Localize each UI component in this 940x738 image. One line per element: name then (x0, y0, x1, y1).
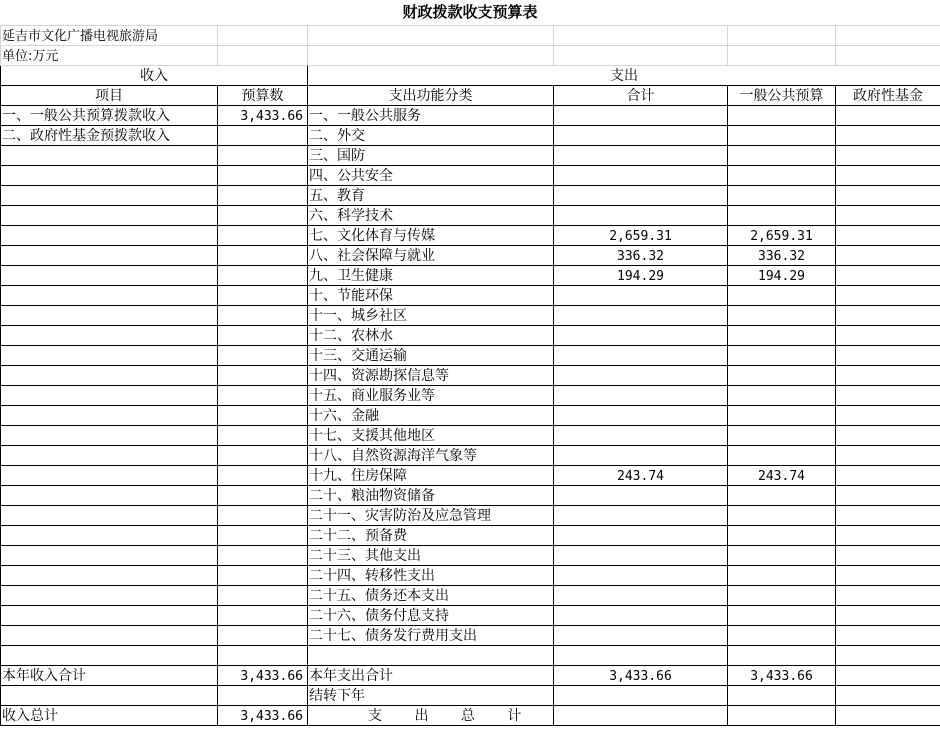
income-item-cell[interactable] (1, 366, 218, 386)
empty-cell[interactable] (728, 706, 836, 726)
expense-fund-cell[interactable] (836, 446, 940, 466)
expense-fund-cell[interactable] (836, 486, 940, 506)
expense-general-cell[interactable] (728, 426, 836, 446)
expense-total-cell[interactable] (554, 346, 728, 366)
expense-total-cell[interactable] (554, 646, 728, 666)
expense-category-cell[interactable]: 七、文化体育与传媒 (308, 226, 554, 246)
expense-total-cell[interactable] (554, 546, 728, 566)
expense-general-cell[interactable]: 243.74 (728, 466, 836, 486)
table-row (1, 246, 940, 266)
expense-fund-cell[interactable] (836, 146, 940, 166)
income-amount-cell[interactable] (218, 166, 308, 186)
item-header[interactable]: 项目 (1, 86, 218, 106)
table-row (1, 626, 940, 646)
expense-category-cell[interactable]: 十、节能环保 (308, 286, 554, 306)
income-item-cell[interactable] (1, 226, 218, 246)
table-row (1, 366, 940, 386)
expense-category-cell[interactable]: 一、一般公共服务 (308, 106, 554, 126)
expense-general-cell[interactable] (728, 646, 836, 666)
expense-fund-cell[interactable] (836, 226, 940, 246)
expense-year-fund-amount[interactable] (836, 666, 940, 686)
income-item-cell[interactable] (1, 186, 218, 206)
income-amount-cell[interactable] (218, 566, 308, 586)
expense-fund-cell[interactable] (836, 566, 940, 586)
expense-total-cell[interactable] (554, 506, 728, 526)
income-item-cell[interactable] (1, 306, 218, 326)
gov-fund-header[interactable]: 政府性基金 (836, 86, 940, 106)
expense-general-cell[interactable] (728, 166, 836, 186)
expense-general-cell[interactable] (728, 626, 836, 646)
expense-total-cell[interactable] (554, 626, 728, 646)
expense-total-cell[interactable] (554, 126, 728, 146)
expense-general-cell[interactable] (728, 386, 836, 406)
table-row (1, 266, 940, 286)
expense-category-cell[interactable]: 十三、交通运输 (308, 346, 554, 366)
expense-fund-cell[interactable] (836, 586, 940, 606)
expense-total-cell[interactable] (554, 386, 728, 406)
expense-total-cell[interactable] (554, 206, 728, 226)
expense-fund-cell[interactable] (836, 506, 940, 526)
sheet-title: 财政拨款收支预算表 (402, 3, 538, 21)
income-amount-cell[interactable] (218, 486, 308, 506)
income-grand-total-label[interactable]: 收入总计 (1, 706, 218, 726)
expense-category-cell[interactable]: 二十四、转移性支出 (308, 566, 554, 586)
expense-fund-cell[interactable] (836, 186, 940, 206)
income-item-cell[interactable] (1, 406, 218, 426)
income-amount-cell[interactable]: 3,433.66 (218, 106, 308, 126)
org-name[interactable]: 延吉市文化广播电视旅游局 (1, 26, 218, 46)
income-year-total-amount[interactable]: 3,433.66 (218, 666, 308, 686)
expense-fund-cell[interactable] (836, 106, 940, 126)
empty-cell[interactable] (554, 686, 728, 706)
table-row (1, 546, 940, 566)
expense-total-cell[interactable] (554, 366, 728, 386)
expense-general-cell[interactable]: 2,659.31 (728, 226, 836, 246)
expense-category-cell[interactable]: 二十五、债务还本支出 (308, 586, 554, 606)
expense-total-cell[interactable]: 194.29 (554, 266, 728, 286)
income-amount-cell[interactable] (218, 286, 308, 306)
table-row (1, 666, 940, 686)
table-row (1, 106, 940, 126)
expense-fund-cell[interactable] (836, 606, 940, 626)
expense-general-cell[interactable] (728, 306, 836, 326)
income-item-cell[interactable] (1, 426, 218, 446)
expense-category-cell[interactable] (308, 646, 554, 666)
expense-category-cell[interactable]: 二十三、其他支出 (308, 546, 554, 566)
table-row (1, 686, 940, 706)
income-amount-cell[interactable] (218, 426, 308, 446)
expense-total-cell[interactable] (554, 566, 728, 586)
income-amount-cell[interactable] (218, 646, 308, 666)
expense-fund-cell[interactable] (836, 306, 940, 326)
expense-total-cell[interactable] (554, 486, 728, 506)
expense-category-cell[interactable]: 三、国防 (308, 146, 554, 166)
table-row (1, 346, 940, 366)
expense-category-cell[interactable]: 十八、自然资源海洋气象等 (308, 446, 554, 466)
table-row (1, 386, 940, 406)
income-amount-cell[interactable] (218, 346, 308, 366)
income-item-cell[interactable] (1, 586, 218, 606)
expense-total-cell[interactable] (554, 286, 728, 306)
expense-fund-cell[interactable] (836, 646, 940, 666)
expense-general-cell[interactable]: 336.32 (728, 246, 836, 266)
income-item-cell[interactable]: 一、一般公共预算拨款收入 (1, 106, 218, 126)
income-amount-cell[interactable] (218, 506, 308, 526)
expense-total-cell[interactable] (554, 446, 728, 466)
income-amount-cell[interactable] (218, 626, 308, 646)
expense-category-cell[interactable]: 九、卫生健康 (308, 266, 554, 286)
expense-total-cell[interactable]: 2,659.31 (554, 226, 728, 246)
expense-category-cell[interactable]: 五、教育 (308, 186, 554, 206)
table-row (1, 706, 940, 726)
table-row (1, 526, 940, 546)
table-row (1, 586, 940, 606)
expense-category-cell[interactable]: 六、科学技术 (308, 206, 554, 226)
expense-year-general-amount[interactable]: 3,433.66 (728, 666, 836, 686)
expense-total-cell[interactable] (554, 166, 728, 186)
expense-fund-cell[interactable] (836, 166, 940, 186)
income-header[interactable]: 收入 (1, 66, 308, 86)
income-amount-cell[interactable] (218, 186, 308, 206)
expense-general-cell[interactable] (728, 406, 836, 426)
expense-category-cell[interactable]: 十六、金融 (308, 406, 554, 426)
table-row (1, 146, 940, 166)
expense-general-cell[interactable] (728, 446, 836, 466)
income-amount-cell[interactable] (218, 246, 308, 266)
expense-total-cell[interactable]: 243.74 (554, 466, 728, 486)
expense-grand-total-label[interactable]: 支 出 总 计 (308, 706, 554, 726)
expense-total-cell[interactable] (554, 526, 728, 546)
table-row (1, 466, 940, 486)
expense-fund-cell[interactable] (836, 406, 940, 426)
expense-category-cell[interactable]: 二十六、债务付息支持 (308, 606, 554, 626)
empty-cell[interactable] (728, 686, 836, 706)
expense-category-cell[interactable]: 二十二、预备费 (308, 526, 554, 546)
income-amount-cell[interactable] (218, 606, 308, 626)
expense-general-cell[interactable] (728, 206, 836, 226)
income-amount-cell[interactable] (218, 206, 308, 226)
expense-general-cell[interactable] (728, 126, 836, 146)
income-item-cell[interactable] (1, 506, 218, 526)
income-item-cell[interactable] (1, 386, 218, 406)
expense-total-cell[interactable]: 336.32 (554, 246, 728, 266)
table-row (1, 306, 940, 326)
table-row (1, 566, 940, 586)
budget-table (0, 25, 940, 726)
empty-cell[interactable] (1, 686, 218, 706)
expense-total-cell[interactable] (554, 606, 728, 626)
income-amount-cell[interactable] (218, 366, 308, 386)
table-row (1, 506, 940, 526)
income-amount-cell[interactable] (218, 466, 308, 486)
expense-total-cell[interactable] (554, 426, 728, 446)
income-year-total-label[interactable]: 本年收入合计 (1, 666, 218, 686)
total-header[interactable]: 合计 (554, 86, 728, 106)
expense-general-cell[interactable] (728, 346, 836, 366)
table-row (1, 226, 940, 246)
income-amount-cell[interactable] (218, 226, 308, 246)
expense-fund-cell[interactable] (836, 426, 940, 446)
income-item-cell[interactable] (1, 206, 218, 226)
income-amount-cell[interactable] (218, 326, 308, 346)
expense-general-cell[interactable] (728, 606, 836, 626)
income-item-cell[interactable] (1, 486, 218, 506)
expense-general-cell[interactable] (728, 566, 836, 586)
expense-general-cell[interactable] (728, 546, 836, 566)
empty-cell[interactable] (836, 686, 940, 706)
table-row (1, 606, 940, 626)
carry-over-label[interactable]: 结转下年 (308, 686, 554, 706)
expense-general-cell[interactable] (728, 586, 836, 606)
func-class-header[interactable]: 支出功能分类 (308, 86, 554, 106)
expense-total-cell[interactable] (554, 306, 728, 326)
expense-general-cell[interactable] (728, 286, 836, 306)
expense-category-cell[interactable]: 十五、商业服务业等 (308, 386, 554, 406)
expense-general-cell[interactable] (728, 526, 836, 546)
expense-category-cell[interactable]: 二十七、债务发行费用支出 (308, 626, 554, 646)
table-row (1, 126, 940, 146)
table-row (1, 206, 940, 226)
income-item-cell[interactable] (1, 346, 218, 366)
income-item-cell[interactable] (1, 266, 218, 286)
income-item-cell[interactable] (1, 146, 218, 166)
expense-total-cell[interactable] (554, 106, 728, 126)
expense-total-cell[interactable] (554, 186, 728, 206)
income-grand-total-amount[interactable]: 3,433.66 (218, 706, 308, 726)
table-row (1, 486, 940, 506)
expense-general-cell[interactable] (728, 326, 836, 346)
table-row (1, 406, 940, 426)
income-amount-cell[interactable] (218, 386, 308, 406)
general-budget-header[interactable]: 一般公共预算 (728, 86, 836, 106)
income-item-cell[interactable] (1, 326, 218, 346)
expense-general-cell[interactable] (728, 506, 836, 526)
income-amount-cell[interactable] (218, 586, 308, 606)
expense-fund-cell[interactable] (836, 526, 940, 546)
income-amount-cell[interactable] (218, 446, 308, 466)
income-item-cell[interactable] (1, 606, 218, 626)
expense-fund-cell[interactable] (836, 326, 940, 346)
expense-category-cell[interactable]: 十七、支援其他地区 (308, 426, 554, 446)
expense-fund-cell[interactable] (836, 346, 940, 366)
income-item-cell[interactable]: 二、政府性基金预拨款收入 (1, 126, 218, 146)
empty-cell[interactable] (836, 706, 940, 726)
income-amount-cell[interactable] (218, 406, 308, 426)
expense-header[interactable]: 支出 (308, 66, 940, 86)
empty-cell[interactable] (554, 706, 728, 726)
income-item-cell[interactable] (1, 466, 218, 486)
income-amount-cell[interactable] (218, 126, 308, 146)
income-amount-cell[interactable] (218, 546, 308, 566)
expense-total-cell[interactable] (554, 326, 728, 346)
expense-year-total-label[interactable]: 本年支出合计 (308, 666, 554, 686)
income-item-cell[interactable] (1, 166, 218, 186)
income-amount-cell[interactable] (218, 266, 308, 286)
expense-general-cell[interactable] (728, 486, 836, 506)
expense-category-cell[interactable]: 四、公共安全 (308, 166, 554, 186)
table-row (1, 326, 940, 346)
income-amount-cell[interactable] (218, 526, 308, 546)
expense-total-cell[interactable] (554, 406, 728, 426)
table-row (1, 286, 940, 306)
budget-header[interactable]: 预算数 (218, 86, 308, 106)
expense-fund-cell[interactable] (836, 546, 940, 566)
expense-category-cell[interactable]: 八、社会保障与就业 (308, 246, 554, 266)
expense-general-cell[interactable] (728, 106, 836, 126)
income-amount-cell[interactable] (218, 146, 308, 166)
income-item-cell[interactable] (1, 646, 218, 666)
income-item-cell[interactable] (1, 286, 218, 306)
expense-fund-cell[interactable] (836, 466, 940, 486)
income-item-cell[interactable] (1, 526, 218, 546)
expense-general-cell[interactable] (728, 146, 836, 166)
empty-cell[interactable] (218, 686, 308, 706)
income-item-cell[interactable] (1, 446, 218, 466)
income-item-cell[interactable] (1, 246, 218, 266)
expense-fund-cell[interactable] (836, 386, 940, 406)
expense-fund-cell[interactable] (836, 366, 940, 386)
income-item-cell[interactable] (1, 546, 218, 566)
table-row (1, 186, 940, 206)
expense-fund-cell[interactable] (836, 126, 940, 146)
expense-category-cell[interactable]: 十四、资源勘探信息等 (308, 366, 554, 386)
table-row (1, 426, 940, 446)
expense-fund-cell[interactable] (836, 246, 940, 266)
income-item-cell[interactable] (1, 566, 218, 586)
expense-category-cell[interactable]: 十一、城乡社区 (308, 306, 554, 326)
expense-general-cell[interactable] (728, 366, 836, 386)
expense-fund-cell[interactable] (836, 286, 940, 306)
expense-category-cell[interactable]: 二十、粮油物资储备 (308, 486, 554, 506)
table-row (1, 446, 940, 466)
expense-general-cell[interactable] (728, 186, 836, 206)
table-row (1, 166, 940, 186)
expense-total-cell[interactable] (554, 146, 728, 166)
expense-fund-cell[interactable] (836, 206, 940, 226)
expense-category-cell[interactable]: 二十一、灾害防治及应急管理 (308, 506, 554, 526)
expense-general-cell[interactable]: 194.29 (728, 266, 836, 286)
expense-fund-cell[interactable] (836, 266, 940, 286)
expense-category-cell[interactable]: 二、外交 (308, 126, 554, 146)
expense-fund-cell[interactable] (836, 626, 940, 646)
income-amount-cell[interactable] (218, 306, 308, 326)
expense-total-cell[interactable] (554, 586, 728, 606)
table-row (1, 646, 940, 666)
income-item-cell[interactable] (1, 626, 218, 646)
expense-category-cell[interactable]: 十九、住房保障 (308, 466, 554, 486)
unit-label[interactable]: 单位:万元 (1, 46, 218, 66)
expense-category-cell[interactable]: 十二、农林水 (308, 326, 554, 346)
expense-year-total-amount[interactable]: 3,433.66 (554, 666, 728, 686)
